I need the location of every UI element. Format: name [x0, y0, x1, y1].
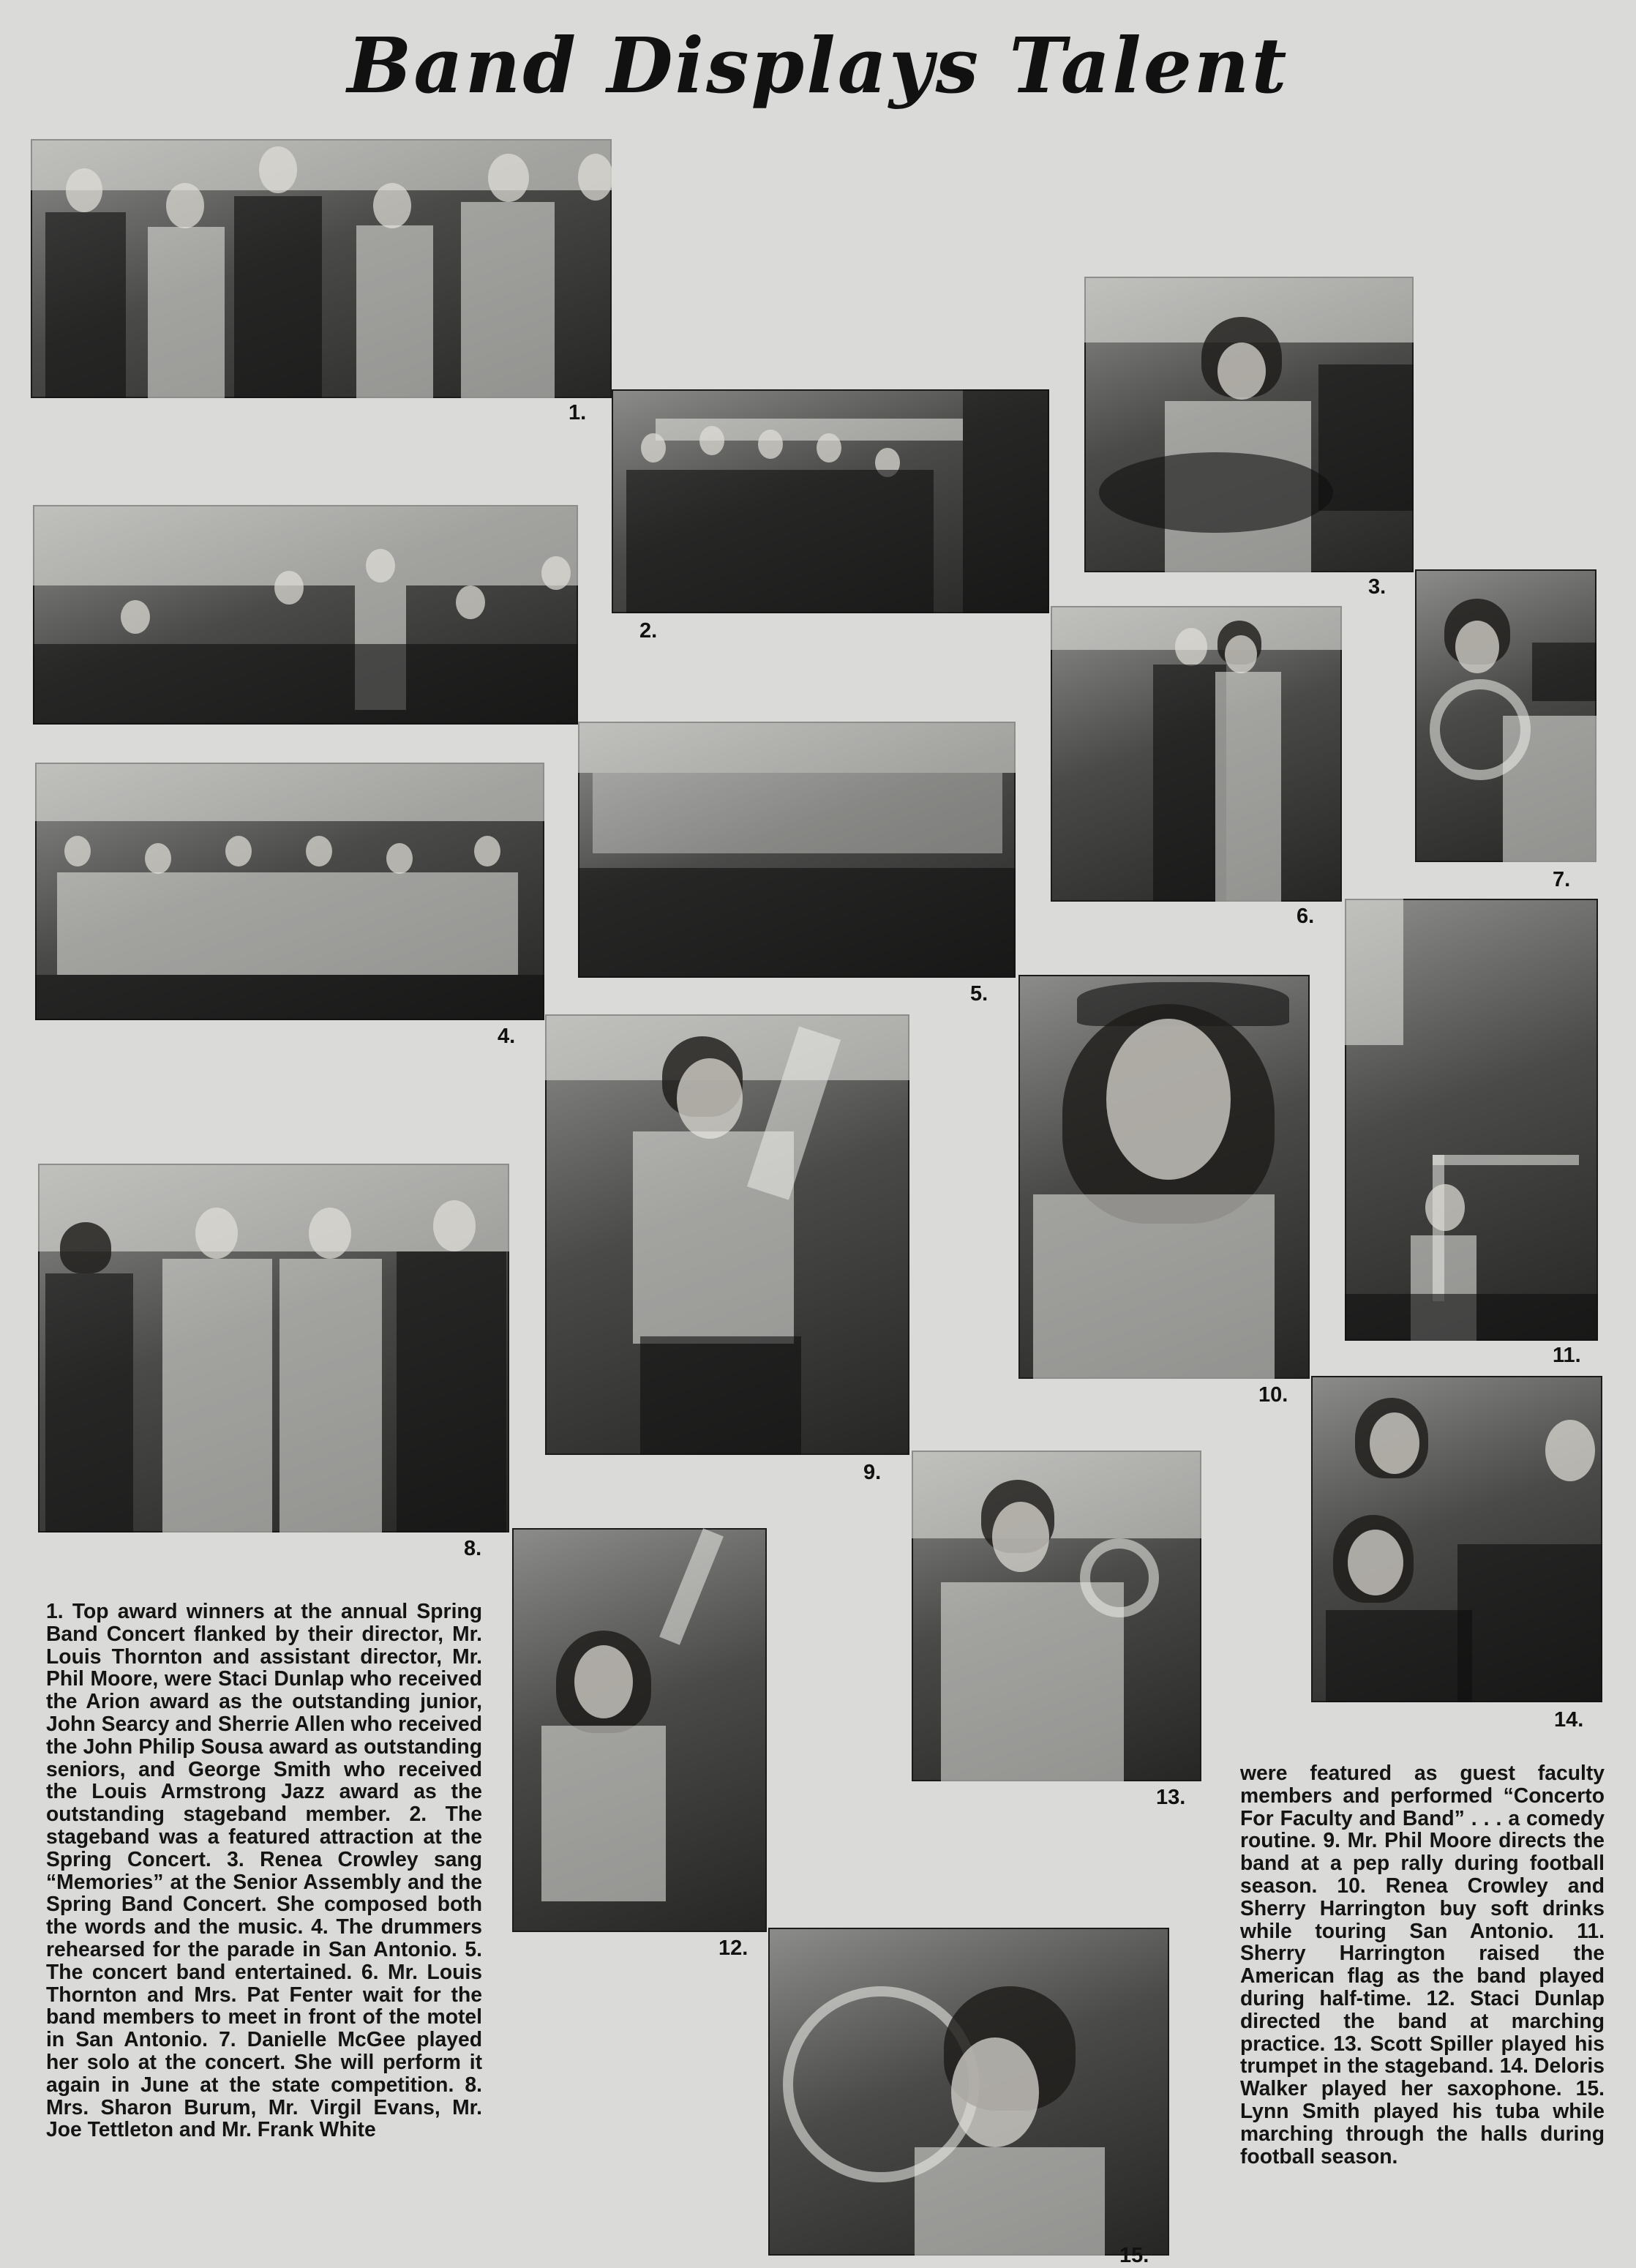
photo-number: 12. — [718, 1936, 748, 1960]
photo-11 — [1345, 899, 1598, 1341]
photo-number: 1. — [569, 401, 587, 424]
photo-number: 2. — [639, 619, 658, 643]
photo-13 — [912, 1451, 1201, 1781]
photo-14 — [1311, 1376, 1602, 1702]
photo-3 — [1084, 277, 1414, 572]
photo-8 — [38, 1164, 509, 1532]
photo-number: 5. — [970, 982, 988, 1006]
photo-12 — [512, 1528, 767, 1932]
photo-15 — [768, 1928, 1169, 2256]
photo-6 — [1051, 606, 1342, 902]
photo-number: 15. — [1119, 2244, 1149, 2267]
photo-number: 8. — [464, 1537, 482, 1560]
photo-3b — [33, 505, 578, 725]
photo-number: 10. — [1258, 1383, 1288, 1407]
photo-5 — [578, 722, 1016, 978]
photo-number: 13. — [1156, 1786, 1186, 1809]
photo-number: 7. — [1553, 868, 1571, 891]
page-title: Band Displays Talent — [347, 20, 1289, 111]
caption-text-right: were featured as guest faculty members and performed “Concerto For Faculty and Band” . . . a comedy routine. 9. Mr. Phil Moore directs the band at a pep rally during football season. 10. Renea Crowley and Sherry Harrington buy soft drinks while touring San Antonio. 11. Sherry Harrington raised the American flag as the band played during half-time. 12. Staci Dunlap directed the band at marching practice. 13. Scott Spiller played his trumpet in the stageband. 14. Deloris Walker played her saxophone. 15. Lynn Smith played his tuba while marching through the halls during football season. — [1240, 1761, 1605, 2168]
photo-7 — [1415, 569, 1596, 862]
photo-number: 3. — [1368, 575, 1387, 599]
caption-text-left: 1. Top award winners at the annual Spring Band Concert flanked by their director, Mr. Louis Thornton and assistant director, Mr. Phil Moore, were Staci Dunlap who received the Arion award as the outstanding junior, John Searcy and Sherrie Allen who received the John Philip Sousa award as outstanding seniors, and George Smith who received the Louis Armstrong Jazz award as the outstanding stageband member. 2. The stageband was a featured attraction at the Spring Concert. 3. Renea Crowley sang “Memories” at the Senior Assembly and the Spring Band Concert. She composed both the words and the music. 4. The drummers rehearsed for the parade in San Antonio. 5. The concert band entertained. 6. Mr. Louis Thornton and Mrs. Pat Fenter wait for the band members to meet in front of the motel in San Antonio. 7. Danielle McGee played her solo at the concert. She will perform it again in June at the state competition. 8. Mrs. Sharon Burum, Mr. Virgil Evans, Mr. Joe Tettleton and Mr. Frank White — [46, 1599, 482, 2141]
photo-10 — [1018, 975, 1310, 1379]
photo-number: 4. — [498, 1025, 516, 1048]
photo-1 — [31, 139, 612, 398]
photo-number: 11. — [1553, 1344, 1581, 1367]
photo-number: 6. — [1297, 905, 1315, 928]
photo-2 — [612, 389, 1049, 613]
photo-number: 14. — [1554, 1708, 1584, 1732]
photo-4 — [35, 763, 544, 1020]
photo-9 — [545, 1014, 909, 1455]
photo-number: 9. — [863, 1461, 882, 1484]
